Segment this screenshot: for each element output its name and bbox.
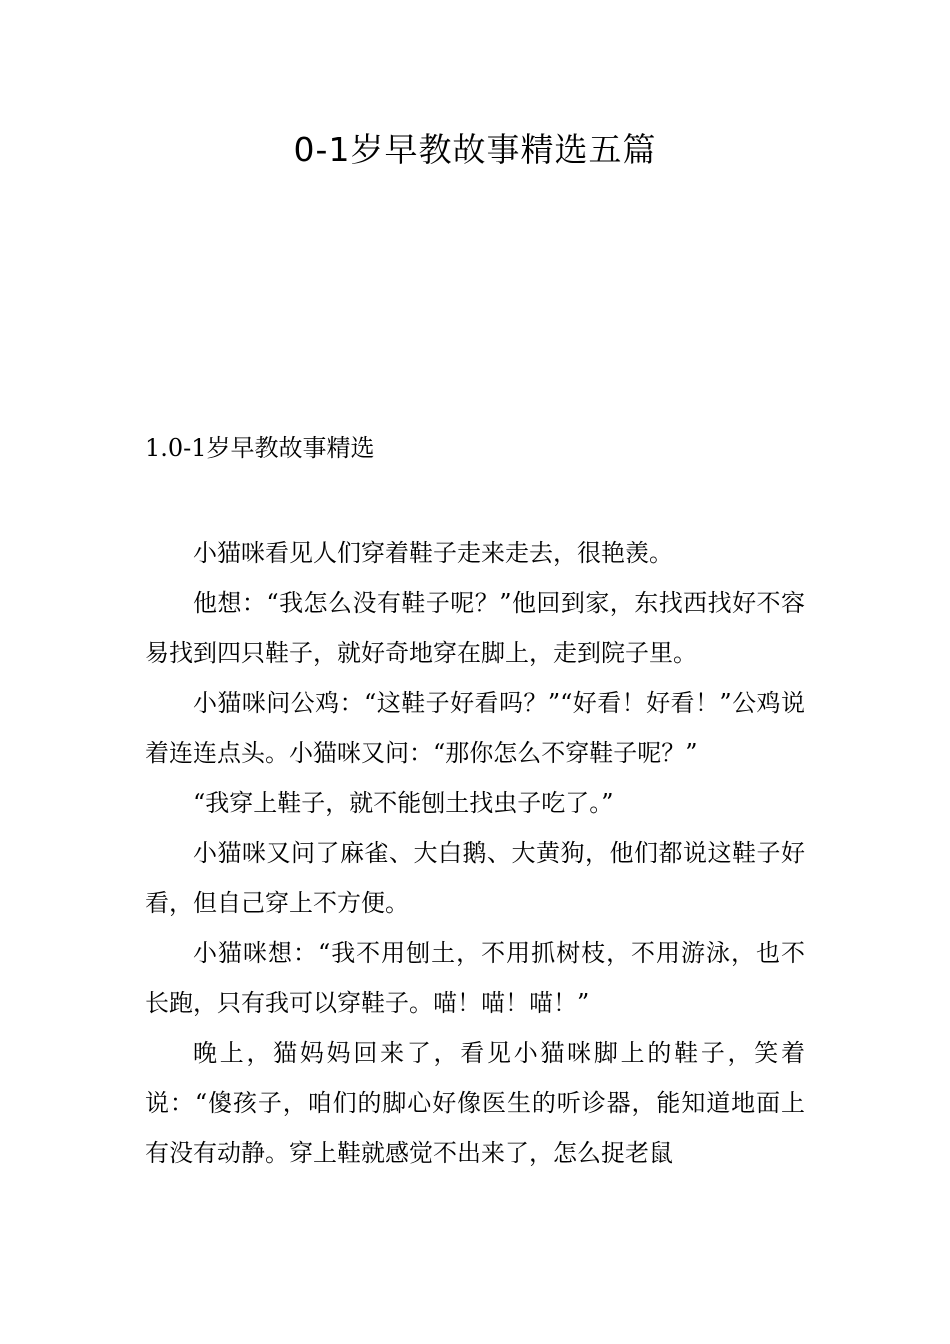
- section-heading: 1.0-1岁早教故事精选: [145, 434, 375, 462]
- story-body: [145, 528, 805, 1178]
- paragraph: 小猫咪又问了麻雀、大白鹅、大黄狗，他们都说这鞋子好看，但自己穿上不方便。: [145, 839, 805, 917]
- paragraph: 小猫咪问公鸡：“这鞋子好看吗？”“好看！好看！”公鸡说着连连点头。小猫咪又问：“那你怎么不穿鞋子呢？”: [145, 689, 805, 767]
- paragraph: 他想：“我怎么没有鞋子呢？”他回到家，东找西找好不容易找到四只鞋子，就好奇地穿在脚上，走到院子里。: [145, 589, 805, 667]
- document-title: 0-1岁早教故事精选五篇: [293, 130, 657, 169]
- paragraph: 小猫咪想：“我不用刨土，不用抓树枝，不用游泳，也不长跑，只有我可以穿鞋子。喵！喵！喵！”: [145, 939, 805, 1017]
- paragraph: “我穿上鞋子，就不能刨土找虫子吃了。”: [193, 789, 614, 817]
- paragraph: 小猫咪看见人们穿着鞋子走来走去，很艳羡。: [193, 539, 673, 567]
- paragraph: 晚上，猫妈妈回来了，看见小猫咪脚上的鞋子，笑着说：“傻孩子，咱们的脚心好像医生的听诊器，能知道地面上有没有动静。穿上鞋就感觉不出来了，怎么捉老鼠: [145, 1039, 805, 1167]
